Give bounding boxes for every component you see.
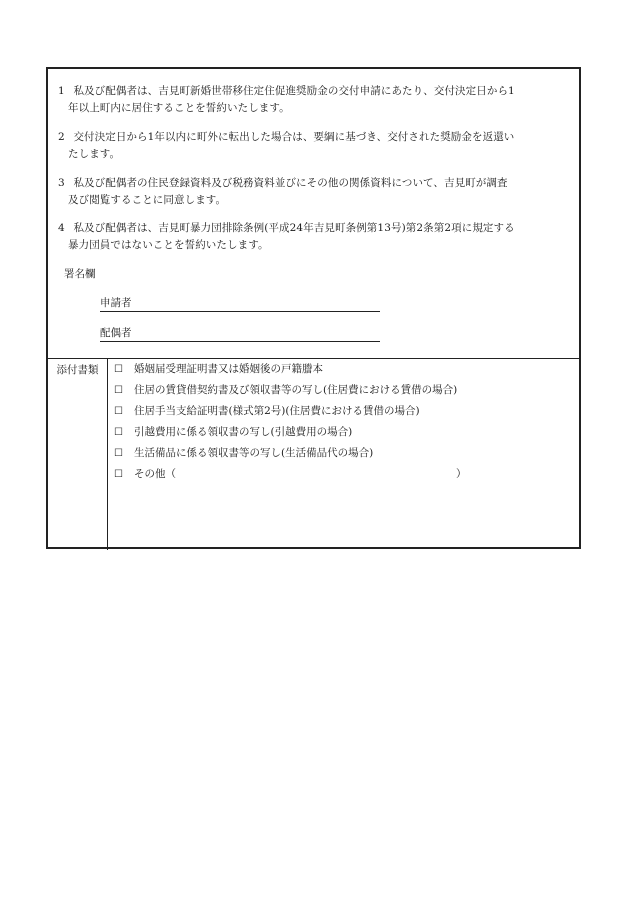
checkbox[interactable]: ☐ [114,427,123,438]
pledge-section [48,69,579,358]
attachment-label: 住居の賃貸借契約書及び領収書等の写し(住居費における賃借の場合) [134,384,458,396]
attachment-label: 引越費用に係る領収書の写し(引越費用の場合) [134,426,353,438]
other-label: その他（ [134,468,176,480]
spouse-signature-field[interactable] [100,325,380,342]
pledge-text-line1: 私及び配偶者の住民登録資料及び税務資料並びにその他の関係資料について、吉見町が調査 [73,177,508,189]
attachments-section [48,358,579,550]
applicant-signature-field[interactable] [100,295,380,312]
checkbox[interactable]: ☐ [114,406,123,417]
pledge-text-line2: 暴力団員ではないことを誓約いたします。 [68,239,269,251]
attachment-item-lease-contract [114,383,467,404]
attachment-item-other [114,467,467,488]
pledge-text-line2: 及び閲覧することに同意します。 [68,194,227,206]
pledge-text-line2: たします。 [68,148,121,160]
pledge-number: 3 [58,177,65,189]
attachment-item-household-goods-receipt [114,446,467,467]
checkbox[interactable]: ☐ [114,385,123,396]
pledge-item-4 [58,220,570,254]
checkbox[interactable]: ☐ [114,448,123,459]
attachment-label: 婚姻届受理証明書又は婚姻後の戸籍謄本 [134,363,323,375]
spouse-label: 配偶者 [100,327,132,339]
pledge-text-line1: 私及び配偶者は、吉見町暴力団排除条例(平成24年吉見町条例第13号)第2条第2項に規定する [73,222,515,234]
signature-section-title: 署名欄 [64,268,96,280]
pledge-text-line1: 交付決定日から1年以内に町外に転出した場合は、要綱に基づき、交付された奨励金を返還い [73,131,515,143]
applicant-label: 申請者 [100,297,132,309]
checkbox[interactable]: ☐ [114,364,123,375]
pledge-text-line1: 私及び配偶者は、吉見町新婚世帯移住定住促進奨励金の交付申請にあたり、交付決定日から1 [73,85,515,97]
pledge-item-2 [58,129,570,163]
pledge-text-line2: 年以上町内に居住することを誓約いたします。 [68,102,290,114]
other-close-paren: ） [456,468,467,480]
pledge-item-1 [58,83,570,117]
attachments-list [114,362,467,488]
attachment-item-housing-allowance [114,404,467,425]
pledge-item-3 [58,175,570,209]
attachment-item-marriage-certificate [114,362,467,383]
attachment-label: 住居手当支給証明書(様式第2号)(住居費における賃借の場合) [134,405,420,417]
attachment-item-moving-receipt [114,425,467,446]
pledge-number: 1 [58,85,65,97]
pledge-number: 4 [58,222,65,234]
attachments-label: 添付書類 [48,359,108,550]
pledge-form-frame [46,67,581,549]
pledge-number: 2 [58,131,65,143]
attachment-label: 生活備品に係る領収書等の写し(生活備品代の場合) [134,447,374,459]
checkbox[interactable]: ☐ [114,469,123,480]
